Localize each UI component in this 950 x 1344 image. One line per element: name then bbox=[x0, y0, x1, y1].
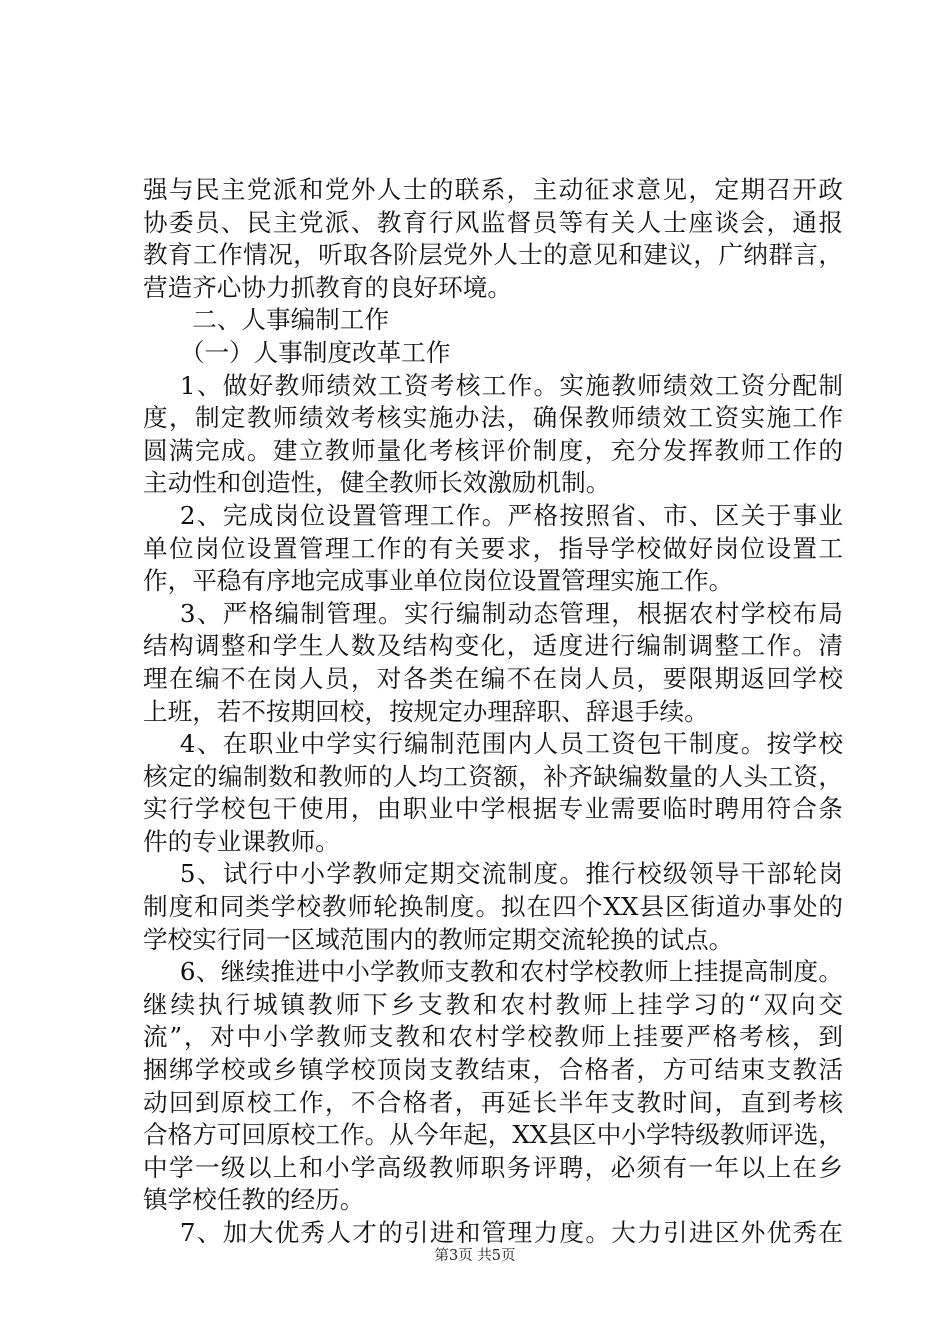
text-line: 5、试行中小学教师定期交流制度。推行校级领导干部轮岗 bbox=[179, 859, 843, 889]
text-line: 4、在职业中学实行编制范围内人员工资包干制度。按学校 bbox=[179, 729, 843, 759]
text-line: 7、加大优秀人才的引进和管理力度。大力引进区外优秀在 bbox=[179, 1218, 843, 1247]
page-footer: 第3页 共5页 bbox=[434, 1248, 516, 1264]
text-line: 动回到原校工作，不合格者，再延长半年支教时间，直到考核 bbox=[143, 1087, 843, 1117]
text-line: 理在编不在岗人员，对各类在编不在岗人员，要限期返回学校 bbox=[143, 663, 843, 693]
text-line: 作，平稳有序地完成事业单位岗位设置管理实施工作。 bbox=[143, 566, 734, 596]
text-line: 流”，对中小学教师支教和农村学校教师上挂要严格考核，到 bbox=[143, 1022, 843, 1052]
text-line: 教育工作情况，听取各阶层党外人士的意见和建议，广纳群言， bbox=[143, 240, 843, 270]
text-line: 2、完成岗位设置管理工作。严格按照省、市、区关于事业 bbox=[179, 500, 843, 530]
text-line: 中学一级以上和小学高级教师职务评聘，必须有一年以上在乡 bbox=[143, 1152, 843, 1182]
text-line: （一）人事制度改革工作 bbox=[179, 337, 451, 367]
text-line: 度，制定教师绩效考核实施办法，确保教师绩效工资实施工作 bbox=[143, 403, 843, 433]
text-line: 捆绑学校或乡镇学校顶岗支教结束，合格者，方可结束支教活 bbox=[143, 1055, 843, 1085]
text-line: 继续执行城镇教师下乡支教和农村教师上挂学习的“双向交 bbox=[143, 989, 843, 1019]
text-line: 上班，若不按期回校，按规定办理辞职、辞退手续。 bbox=[143, 696, 709, 726]
text-line: 制度和同类学校教师轮换制度。拟在四个XX县区街道办事处的 bbox=[143, 892, 843, 922]
text-line: 1、做好教师绩效工资考核工作。实施教师绩效工资分配制 bbox=[179, 370, 843, 400]
document-body bbox=[143, 174, 843, 1250]
text-line: 镇学校任教的经历。 bbox=[143, 1185, 365, 1215]
text-line: 实行学校包干使用，由职业中学根据专业需要临时聘用符合条 bbox=[143, 794, 843, 824]
text-line: 3、严格编制管理。实行编制动态管理，根据农村学校布局 bbox=[179, 598, 843, 628]
text-line: 强与民主党派和党外人士的联系，主动征求意见，定期召开政 bbox=[143, 175, 843, 204]
text-line: 学校实行同一区域范围内的教师定期交流轮换的试点。 bbox=[143, 924, 734, 954]
text-line: 件的专业课教师。 bbox=[143, 826, 340, 856]
text-line: 结构调整和学生人数及结构变化，适度进行编制调整工作。清 bbox=[143, 631, 843, 661]
text-line: 主动性和创造性，健全教师长效激励机制。 bbox=[143, 468, 611, 498]
text-line: 合格方可回原校工作。从今年起，XX县区中小学特级教师评选， bbox=[143, 1120, 843, 1150]
text-line: 营造齐心协力抓教育的良好环境。 bbox=[143, 272, 512, 302]
text-line: 协委员、民主党派、教育行风监督员等有关人士座谈会，通报 bbox=[143, 207, 843, 237]
text-line: 核定的编制数和教师的人均工资额，补齐缺编数量的人头工资， bbox=[143, 761, 843, 791]
text-line: 二、人事编制工作 bbox=[192, 305, 389, 335]
text-line: 圆满完成。建立教师量化考核评价制度，充分发挥教师工作的 bbox=[143, 435, 843, 465]
text-line: 单位岗位设置管理工作的有关要求，指导学校做好岗位设置工 bbox=[143, 533, 843, 563]
text-line: 6、继续推进中小学教师支教和农村学校教师上挂提高制度。 bbox=[179, 957, 843, 987]
